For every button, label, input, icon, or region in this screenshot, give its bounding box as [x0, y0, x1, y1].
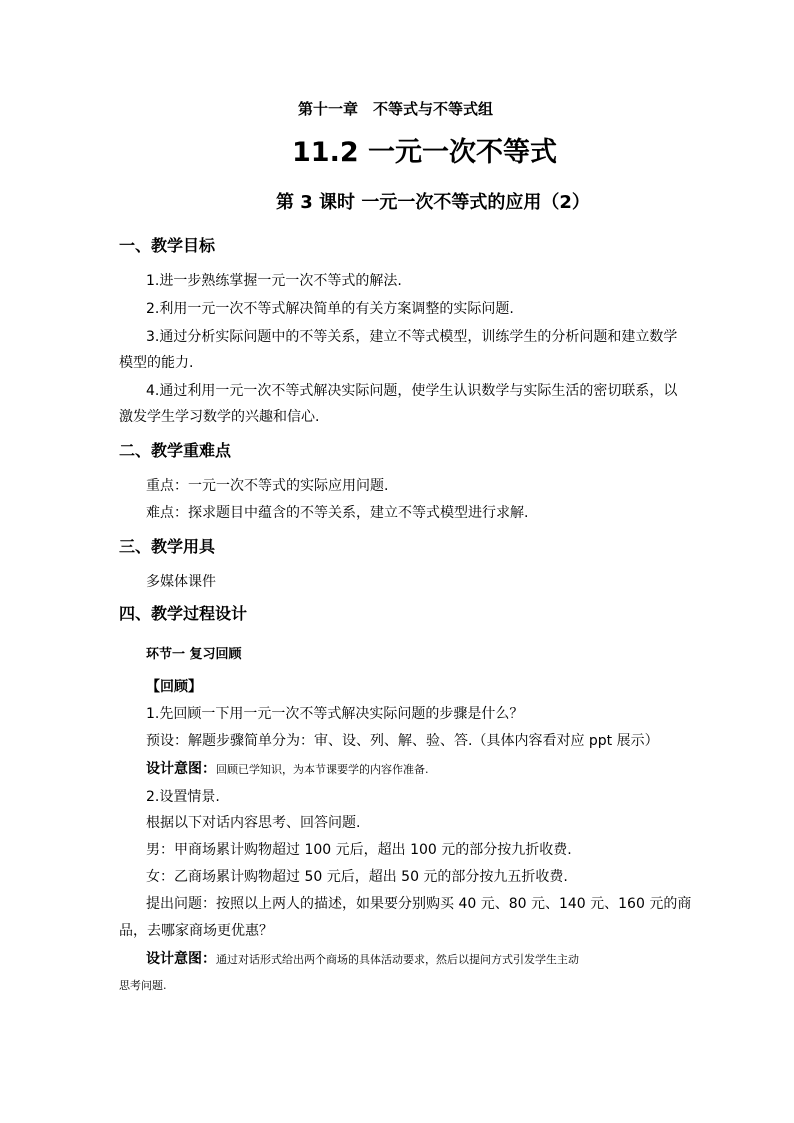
section-title: 11.2 一元一次不等式 — [292, 137, 558, 168]
key-point: 重点：一元一次不等式的实际应用问题. — [146, 478, 389, 494]
goal-item-3-line-2: 模型的能力. — [119, 355, 194, 371]
review-question-2: 2.设置情景. — [146, 789, 220, 805]
goal-item-1: 1.进一步熟练掌握一元一次不等式的解法. — [146, 273, 402, 289]
scenario-instruction: 根据以下对话内容思考、回答问题. — [146, 815, 361, 831]
design-intent-text-2: 通过对话形式给出两个商场的具体活动要求，然后以提问方式引发学生主动 — [216, 953, 579, 966]
review-question-1: 1.先回顾一下用一元一次不等式解决实际问题的步骤是什么？ — [146, 706, 524, 722]
design-intent-text-1: 回顾已学知识，为本节课要学的内容作准备. — [216, 763, 429, 776]
goals-heading: 一、教学目标 — [119, 236, 216, 255]
question-line-2: 品，去哪家商场更优惠？ — [119, 923, 273, 939]
goal-item-3-line-1: 3.通过分析实际问题中的不等关系，建立不等式模型，训练学生的分析问题和建立数学 — [146, 329, 678, 345]
male-dialogue: 男：甲商场累计购物超过 100 元后，超出 100 元的部分按九折收费. — [146, 842, 572, 858]
tools-heading: 三、教学用具 — [119, 537, 216, 556]
design-intent-label-1: 设计意图： — [146, 761, 216, 777]
difficulties-heading: 二、教学重难点 — [119, 441, 232, 460]
difficult-point: 难点：探求题目中蕴含的不等关系，建立不等式模型进行求解. — [146, 505, 529, 521]
process-heading: 四、教学过程设计 — [119, 604, 248, 623]
process-step-1: 环节一 复习回顾 — [146, 647, 242, 662]
review-label: 【回顾】 — [146, 679, 202, 695]
goal-item-4-line-2: 激发学生学习数学的兴趣和信心. — [119, 409, 320, 425]
design-intent-2 — [146, 949, 579, 970]
design-intent-text-2-line-2: 思考问题. — [119, 979, 167, 992]
female-dialogue: 女：乙商场累计购物超过 50 元后，超出 50 元的部分按九五折收费. — [146, 869, 568, 885]
design-intent-1 — [146, 759, 429, 780]
design-intent-label-2: 设计意图： — [146, 951, 216, 967]
preset-answer: 预设：解题步骤简单分为：审、设、列、解、验、答.（具体内容看对应 ppt 展示） — [146, 733, 659, 749]
goal-item-4-line-1: 4.通过利用一元一次不等式解决实际问题，使学生认识数学与实际生活的密切联系，以 — [146, 383, 678, 399]
goal-item-2: 2.利用一元一次不等式解决简单的有关方案调整的实际问题. — [146, 301, 514, 317]
lesson-title: 第 3 课时 一元一次不等式的应用（2） — [276, 192, 590, 213]
tools-item: 多媒体课件 — [146, 574, 216, 590]
chapter-title: 第十一章 不等式与不等式组 — [298, 100, 494, 118]
question-line-1: 提出问题：按照以上两人的描述，如果要分别购买 40 元、80 元、140 元、160 元的商 — [146, 896, 692, 912]
